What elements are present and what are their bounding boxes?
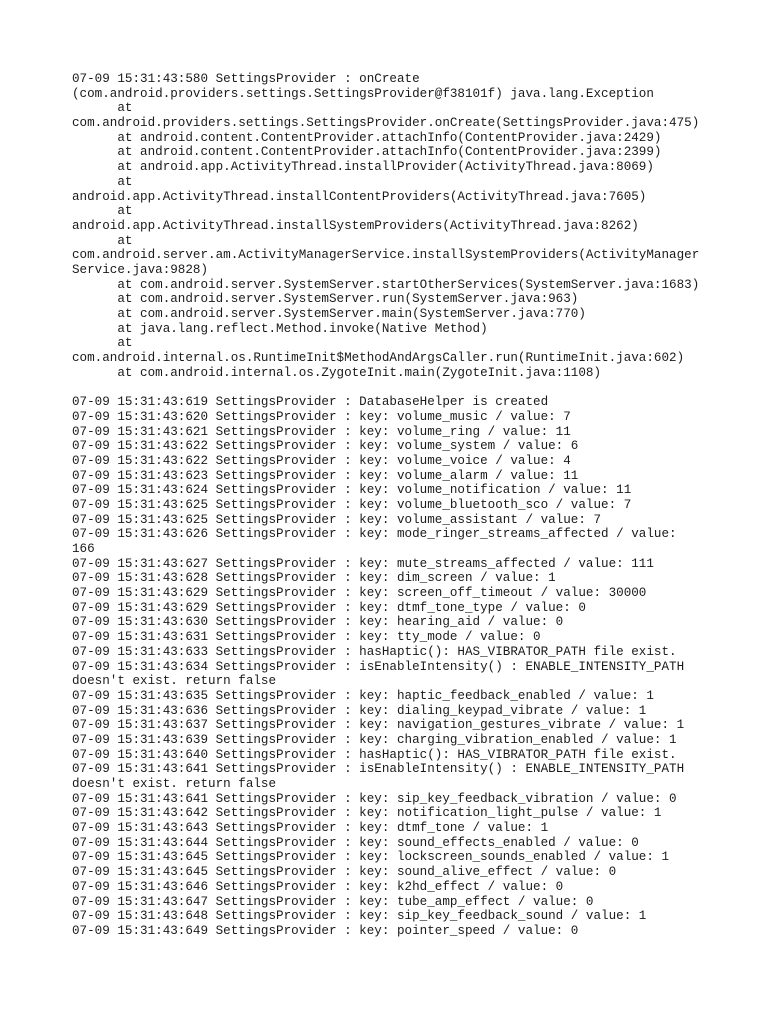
log-line: at — [72, 204, 133, 219]
log-line: 07-09 15:31:43:635 SettingsProvider : key: haptic_feedback_enabled / value: 1 — [72, 688, 654, 703]
log-line: at — [72, 174, 133, 189]
log-line: at android.content.ContentProvider.attachInfo(ContentProvider.java:2429) — [72, 130, 662, 145]
log-document — [72, 72, 712, 939]
log-line: 07-09 15:31:43:629 SettingsProvider : key: screen_off_timeout / value: 30000 — [72, 586, 647, 601]
log-line: at — [72, 101, 133, 116]
log-line: 07-09 15:31:43:648 SettingsProvider : key: sip_key_feedback_sound / value: 1 — [72, 909, 647, 924]
log-entries-block — [72, 395, 712, 938]
log-line: Service.java:9828) — [72, 262, 209, 277]
log-line: 07-09 15:31:43:619 SettingsProvider : DatabaseHelper is created — [72, 395, 549, 410]
log-line: at com.android.internal.os.ZygoteInit.main(ZygoteInit.java:1108) — [72, 365, 602, 380]
log-line: 07-09 15:31:43:629 SettingsProvider : key: dtmf_tone_type / value: 0 — [72, 600, 586, 615]
log-line: at com.android.server.SystemServer.main(SystemServer.java:770) — [72, 307, 586, 321]
log-line: 07-09 15:31:43:636 SettingsProvider : key: dialing_keypad_vibrate / value: 1 — [72, 703, 647, 718]
log-line: at com.android.server.SystemServer.startOtherServices(SystemServer.java:1683) — [72, 277, 700, 292]
log-line: 07-09 15:31:43:623 SettingsProvider : key: volume_alarm / value: 11 — [72, 468, 579, 483]
log-line: at com.android.server.SystemServer.run(SystemServer.java:963) — [72, 292, 579, 307]
log-line: 07-09 15:31:43:620 SettingsProvider : key: volume_music / value: 7 — [72, 409, 571, 424]
stack-trace-block — [72, 72, 712, 380]
log-line: 07-09 15:31:43:637 SettingsProvider : key: navigation_gestures_vibrate / value: 1 — [72, 718, 685, 733]
log-line: 07-09 15:31:43:622 SettingsProvider : key: volume_voice / value: 4 — [72, 453, 571, 468]
log-line: 07-09 15:31:43:626 SettingsProvider : key: mode_ringer_streams_affected / value: — [72, 527, 677, 542]
log-line: 07-09 15:31:43:647 SettingsProvider : key: tube_amp_effect / value: 0 — [72, 894, 594, 909]
log-line: 07-09 15:31:43:627 SettingsProvider : key: mute_streams_affected / value: 111 — [72, 556, 654, 571]
log-line: 07-09 15:31:43:641 SettingsProvider : key: sip_key_feedback_vibration / value: 0 — [72, 791, 677, 806]
log-line: 07-09 15:31:43:630 SettingsProvider : key: hearing_aid / value: 0 — [72, 615, 564, 630]
log-line: 07-09 15:31:43:631 SettingsProvider : key: tty_mode / value: 0 — [72, 630, 541, 645]
log-line: 07-09 15:31:43:625 SettingsProvider : key: volume_assistant / value: 7 — [72, 512, 602, 527]
log-line: 07-09 15:31:43:645 SettingsProvider : key: sound_alive_effect / value: 0 — [72, 865, 617, 880]
log-line: 07-09 15:31:43:645 SettingsProvider : key: lockscreen_sounds_enabled / value: 1 — [72, 850, 670, 865]
log-line: 07-09 15:31:43:643 SettingsProvider : key: dtmf_tone / value: 1 — [72, 821, 549, 836]
log-line: 07-09 15:31:43:642 SettingsProvider : key: notification_light_pulse / value: 1 — [72, 806, 662, 821]
log-line: 07-09 15:31:43:634 SettingsProvider : isEnableIntensity() : ENABLE_INTENSITY_PATH — [72, 659, 685, 674]
log-line: 07-09 15:31:43:640 SettingsProvider : hasHaptic(): HAS_VIBRATOR_PATH file exist. — [72, 747, 677, 762]
log-line: 07-09 15:31:43:622 SettingsProvider : key: volume_system / value: 6 — [72, 439, 579, 454]
log-line: android.app.ActivityThread.installSystemProviders(ActivityThread.java:8262) — [72, 218, 639, 233]
log-line: com.android.server.am.ActivityManagerService.installSystemProviders(ActivityManager — [72, 248, 700, 263]
log-line: com.android.internal.os.RuntimeInit$MethodAndArgsCaller.run(RuntimeInit.java:602) — [72, 351, 685, 366]
log-line: at android.app.ActivityThread.installProvider(ActivityThread.java:8069) — [72, 160, 654, 175]
log-line: 166 — [72, 542, 95, 556]
log-line: android.app.ActivityThread.installContentProviders(ActivityThread.java:7605) — [72, 189, 647, 204]
log-line: 07-09 15:31:43:624 SettingsProvider : key: volume_notification / value: 11 — [72, 483, 632, 498]
log-line: (com.android.providers.settings.SettingsProvider@f38101f) java.lang.Exception — [72, 86, 654, 101]
log-line: doesn't exist. return false — [72, 674, 277, 689]
log-line: 07-09 15:31:43:580 SettingsProvider : onCreate — [72, 72, 420, 86]
log-line: at — [72, 233, 133, 248]
log-line: 07-09 15:31:43:633 SettingsProvider : hasHaptic(): HAS_VIBRATOR_PATH file exist. — [72, 644, 677, 659]
log-line: at java.lang.reflect.Method.invoke(Native Method) — [72, 321, 488, 336]
log-line: com.android.providers.settings.SettingsProvider.onCreate(SettingsProvider.java:475) — [72, 116, 700, 131]
log-line: at — [72, 336, 133, 351]
log-line: 07-09 15:31:43:628 SettingsProvider : key: dim_screen / value: 1 — [72, 571, 556, 586]
log-line: 07-09 15:31:43:646 SettingsProvider : key: k2hd_effect / value: 0 — [72, 879, 564, 894]
log-line: 07-09 15:31:43:649 SettingsProvider : key: pointer_speed / value: 0 — [72, 923, 579, 938]
log-line: at android.content.ContentProvider.attachInfo(ContentProvider.java:2399) — [72, 145, 662, 160]
log-line: 07-09 15:31:43:639 SettingsProvider : key: charging_vibration_enabled / value: 1 — [72, 732, 677, 747]
log-line: doesn't exist. return false — [72, 777, 277, 791]
log-line: 07-09 15:31:43:625 SettingsProvider : key: volume_bluetooth_sco / value: 7 — [72, 497, 632, 512]
block-spacer — [72, 380, 712, 395]
log-line: 07-09 15:31:43:641 SettingsProvider : isEnableIntensity() : ENABLE_INTENSITY_PATH — [72, 762, 685, 777]
log-line: 07-09 15:31:43:621 SettingsProvider : key: volume_ring / value: 11 — [72, 424, 571, 439]
log-line: 07-09 15:31:43:644 SettingsProvider : key: sound_effects_enabled / value: 0 — [72, 835, 639, 850]
